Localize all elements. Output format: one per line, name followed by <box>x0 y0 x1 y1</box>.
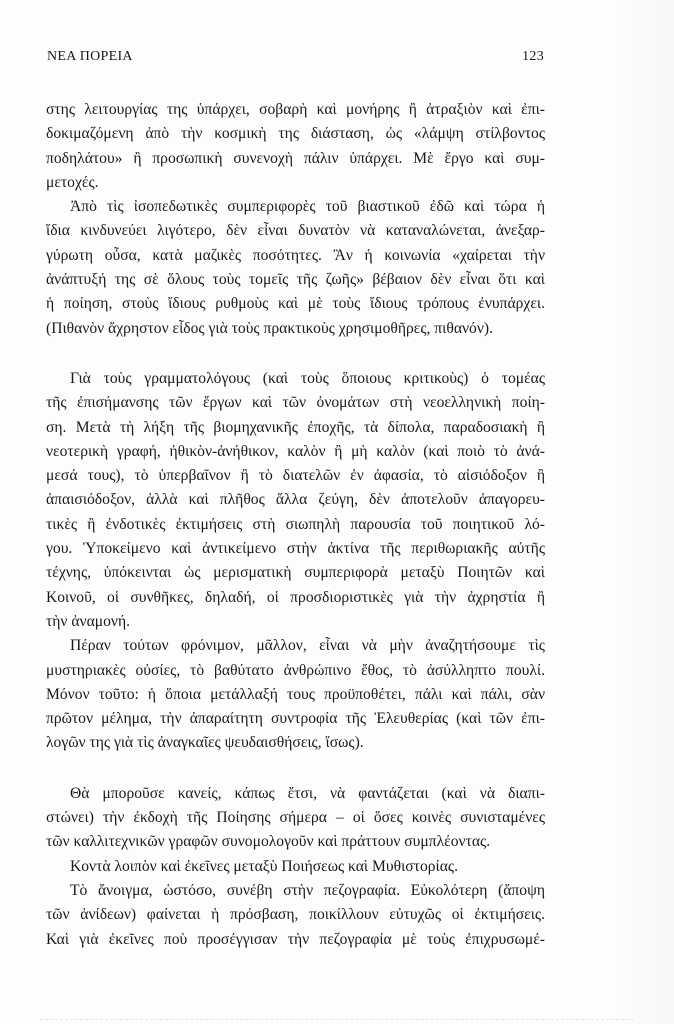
text-line: Θὰ μποροῦσε κανείς, κάπως ἔτσι, νὰ φαντάζεται (καὶ νὰ διαπι- <box>70 784 545 802</box>
text-line: Καὶ γιὰ ἐκεῖνες ποὺ προσέγγισαν τὴν πεζογραφία μὲ τοὺς ἐπιχρυσωμέ- <box>46 930 545 948</box>
text-line: πρῶτον μέλημα, τὴν ἀπαραίτητη συντροφία τῆς Ἐλευθερίας (καὶ τῶν ἐπι- <box>46 710 545 728</box>
text-line: Πέραν τούτων φρόνιμον, μᾶλλον, εἶναι νὰ μὴν ἀναζητήσουμε τὶς <box>70 637 545 655</box>
text-line: Μόνον τοῦτο: ἡ ὅποια μετάλλαξή τους προϋποθέτει, πάλι καὶ πάλι, σὰν <box>46 685 545 703</box>
body-text <box>46 98 545 952</box>
text-line: νεοτερικὴ γραφή, ἠθικὸν-ἀνήθικον, καλὸν ἢ μὴ καλὸν (καὶ ποιὸ τὸ ἀνά- <box>46 442 545 460</box>
text-line: ποδηλάτου» ἢ προσωπικὴ συνενοχὴ πάλιν ὑπάρχει. Μὲ ἔργο καὶ συμ- <box>46 149 545 167</box>
text-line: Γιὰ τοὺς γραμματολόγους (καὶ τοὺς ὅποιους κριτικοὺς) ὁ τομέας <box>70 369 545 387</box>
text-line: (Πιθανὸν ἄχρηστον εἶδος γιὰ τοὺς πρακτικοὺς χρησιμοθῆρες, πιθανόν). <box>46 319 493 337</box>
text-line: Ἀπὸ τὶς ἰσοπεδωτικὲς συμπεριφορὲς τοῦ βιαστικοῦ ἐδῶ καὶ τώρα ἡ <box>70 198 545 216</box>
paragraph-gap <box>46 341 545 367</box>
text-line: στης λειτουργίας της ὑπάρχει, σοβαρὴ καὶ μονήρης ἢ ἀτραξιὸν καὶ ἐπι- <box>46 101 545 118</box>
text-line: λογῶν της γιὰ τὶς ἀναγκαῖες ψευδαισθήσεις, ἴσως). <box>46 734 364 752</box>
text-line: ἀπαισιόδοξον, ἀλλὰ καὶ πλῆθος ἄλλα ζεύγη, δὲν ἀποτελοῦν ἀπαγορευ- <box>46 491 545 509</box>
text-line: τῆς ἐπισήμανσης τῶν ἔργων καὶ τῶν ὀνομάτων στὴ νεοελληνικὴ ποίη- <box>46 394 545 412</box>
paragraph <box>46 782 545 855</box>
text-line: γύρωτη οὖσα, κατὰ μαζικὲς ποσότητες. Ἂν ἡ κοινωνία «χαίρεται τὴν <box>46 246 545 264</box>
paragraph <box>46 98 545 195</box>
paragraph <box>46 879 545 952</box>
paragraph-gap <box>46 756 545 782</box>
text-line: τὴν ἀναμονή. <box>46 612 131 630</box>
paragraph <box>46 855 545 879</box>
text-line: στώνει) τὴν ἐκδοχὴ τῆς Ποίησης σήμερα – οἱ ὅσες κοινὲς συνισταμένες <box>46 809 545 827</box>
paragraph <box>46 634 545 755</box>
text-line: Κοινοῦ, οἱ συνθῆκες, δηλαδή, οἱ προσδιοριστικὲς γιὰ τὴν ἀχρηστία ἢ <box>46 588 545 606</box>
paragraph <box>46 367 545 634</box>
text-line: δοκιμαζόμενη ἀπὸ τὴν κοσμικὴ της διάσταση, ὡς «λάμψη στίλβοντος <box>46 125 545 143</box>
text-line: Τὸ ἄνοιγμα, ὡστόσο, συνέβη στὴν πεζογραφία. Εὐκολότερη (ἄποψη <box>70 881 545 899</box>
text-line: τέχνης, ὑπόκεινται ὡς μερισματικὴ συμπεριφορὰ μεταξὺ Ποιητῶν καὶ <box>46 564 545 582</box>
page-number: 123 <box>522 49 544 64</box>
text-line: μεσά τους), τὸ ὑπερβαῖνον ἢ τὸ διατελῶν ἐν ἀφασία, τὸ αἰσιόδοξον ἢ <box>46 467 545 485</box>
text-line: ἴδια κινδυνεύει λιγότερο, δὲν εἶναι δυνατὸν νὰ καταναλώνεται, ἀνεξαρ- <box>46 222 545 240</box>
page-bottom-edge <box>40 1018 634 1020</box>
text-line: τικὲς ἢ ἐνδοτικὲς ἐκτιμήσεις στὴ σιωπηλὴ παρουσία τοῦ ποιητικοῦ λό- <box>46 515 545 533</box>
text-line: ση. Μετὰ τὴ λήξη τῆς βιομηχανικῆς ἐποχῆς, τὰ δίπολα, παραδοσιακὴ ἢ <box>46 418 545 436</box>
page-edge-shadow <box>614 0 674 1024</box>
text-line: ἡ ποίηση, στοὺς ἴδιους ρυθμοὺς καὶ μὲ τοὺς ἴδιους τρόπους ἐνυπάρχει. <box>46 295 545 313</box>
text-line: τῶν καλλιτεχνικῶν γραφῶν συνομολογοῦν καὶ πράττουν συμπλέοντας. <box>46 833 491 851</box>
text-line: Κοντὰ λοιπὸν καὶ ἐκεῖνες μεταξὺ Ποιήσεως καὶ Μυθιστορίας. <box>70 857 458 875</box>
text-line: τῶν ἀνίδεων) φαίνεται ἡ πρόσβαση, ποικίλλουν εὐτυχῶς οἱ ἐκτιμήσεις. <box>46 906 545 924</box>
text-line: μετοχές. <box>46 173 99 191</box>
running-header <box>47 49 544 69</box>
running-title: ΝΕΑ ΠΟΡΕΙΑ <box>47 49 133 64</box>
text-line: ἀνάπτυξή της σὲ ὅλους τοὺς τομεῖς τῆς ζωῆς» βέβαιον δὲν εἶναι ὅτι καὶ <box>46 271 545 289</box>
text-line: γου. Ὑποκείμενο καὶ ἀντικείμενο στὴν ἀκτίνα τῆς περιθωριακῆς αὐτῆς <box>46 540 545 558</box>
text-line: μυστηριακὲς οὐσίες, τὸ βαθύτατο ἀνθρώπινο ἔθος, τὸ ἀσύλληπτο πουλί. <box>46 661 545 679</box>
paragraph <box>46 195 545 341</box>
